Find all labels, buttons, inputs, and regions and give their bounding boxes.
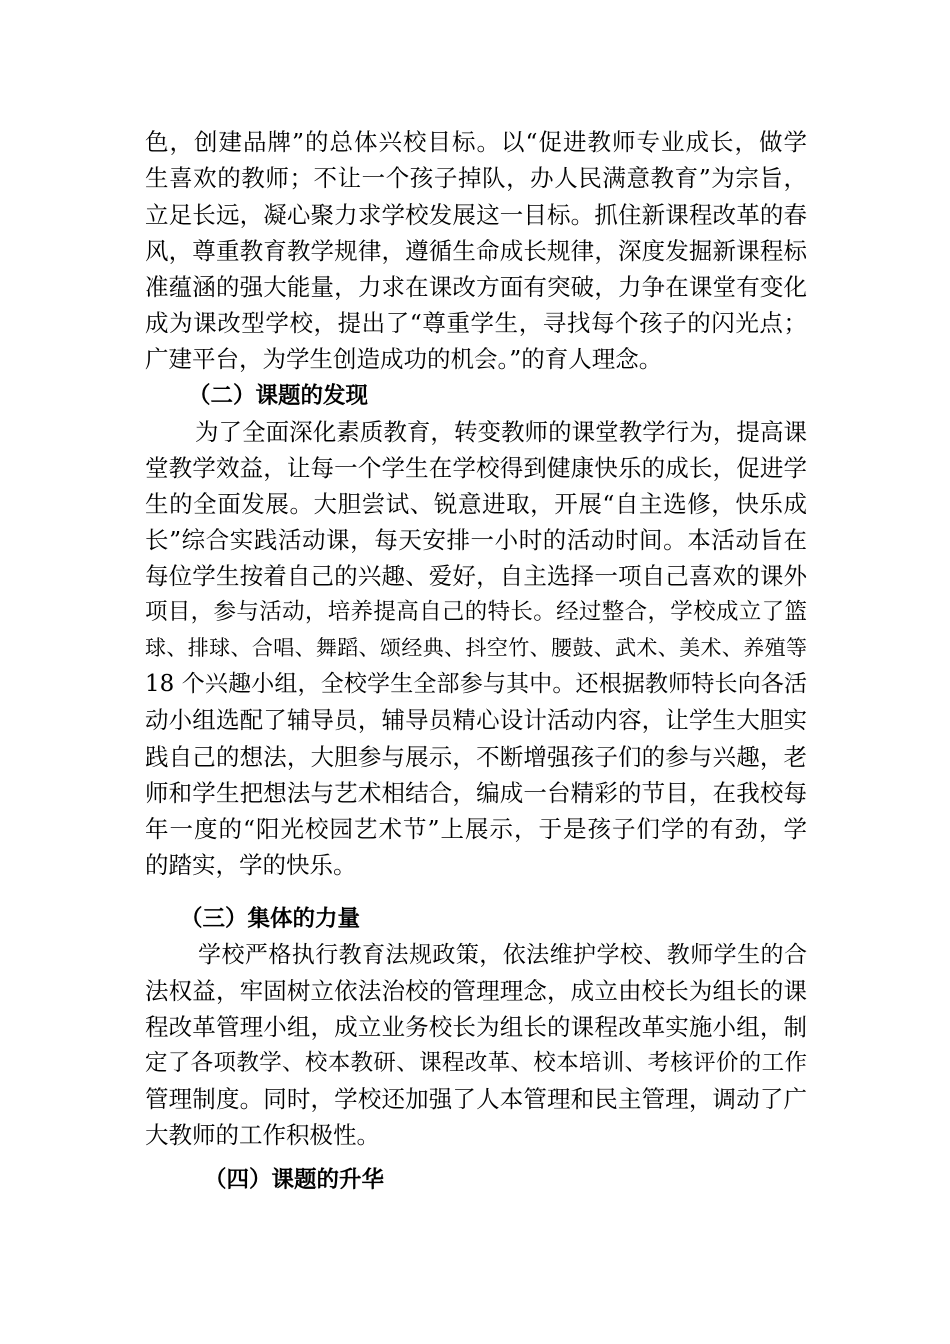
paragraph-line: 年一度的“阳光校园艺术节”上展示，于是孩子们学的有劲，学 [145, 815, 807, 843]
paragraph-line: 色，创建品牌”的总体兴校目标。以“促进教师专业成长，做学 [145, 128, 807, 156]
paragraph-line: 大教师的工作积极性。 [145, 1121, 380, 1149]
paragraph-line: 广建平台，为学生创造成功的机会。”的育人理念。 [145, 345, 663, 373]
paragraph-line: 践自己的想法，大胆参与展示，不断增强孩子们的参与兴趣，老 [145, 743, 807, 771]
paragraph-line: 定了各项教学、校本教研、课程改革、校本培训、考核评价的工作 [145, 1050, 807, 1076]
paragraph-line: 学校严格执行教育法规政策，依法维护学校、教师学生的合 [198, 942, 807, 968]
section-heading: （二）课题的发现 [188, 383, 369, 409]
paragraph-line: 生的全面发展。大胆尝试、锐意进取，开展“自主选修，快乐成 [145, 490, 807, 518]
paragraph-line: 管理制度。同时，学校还加强了人本管理和民主管理，调动了广 [145, 1085, 807, 1113]
paragraph-line: 风，尊重教育教学规律，遵循生命成长规律，深度发掘新课程标 [145, 237, 807, 265]
paragraph-line: 项目，参与活动，培养提高自己的特长。经过整合，学校成立了篮 [145, 599, 807, 625]
paragraph-line: 的踏实，学的快乐。 [145, 851, 357, 879]
paragraph-line: 球、排球、合唱、舞蹈、颂经典、抖空竹、腰鼓、武术、美术、养殖等 [145, 636, 807, 660]
paragraph-line: 程改革管理小组，成立业务校长为组长的课程改革实施小组，制 [145, 1013, 807, 1041]
paragraph-line: 师和学生把想法与艺术相结合，编成一台精彩的节目，在我校每 [145, 779, 807, 807]
paragraph-line: 法权益，牢固树立依法治校的管理理念，成立由校长为组长的课 [145, 977, 807, 1005]
paragraph-line: 18 个兴趣小组，全校学生全部参与其中。还根据教师特长向各活 [145, 671, 807, 697]
paragraph-line: 为了全面深化素质教育，转变教师的课堂教学行为，提高课 [195, 418, 807, 446]
paragraph-line: 动小组选配了辅导员，辅导员精心设计活动内容，让学生大胆实 [145, 706, 807, 734]
paragraph-line: 生喜欢的教师；不让一个孩子掉队，办人民满意教育”为宗旨， [145, 164, 807, 192]
paragraph-line: 成为课改型学校，提出了“尊重学生，寻找每个孩子的闪光点； [145, 309, 807, 337]
section-heading: （三）集体的力量 [180, 906, 361, 932]
paragraph-line: 每位学生按着自己的兴趣、爱好，自主选择一项自己喜欢的课外 [145, 562, 807, 590]
section-heading: （四）课题的升华 [204, 1167, 385, 1193]
paragraph-line: 堂教学效益，让每一个学生在学校得到健康快乐的成长，促进学 [145, 454, 807, 482]
paragraph-line: 准蕴涵的强大能量，力求在课改方面有突破，力争在课堂有变化 [145, 273, 807, 301]
paragraph-line: 长”综合实践活动课，每天安排一小时的活动时间。本活动旨在 [145, 526, 807, 554]
paragraph-line: 立足长远，凝心聚力求学校发展这一目标。抓住新课程改革的春 [145, 201, 807, 229]
